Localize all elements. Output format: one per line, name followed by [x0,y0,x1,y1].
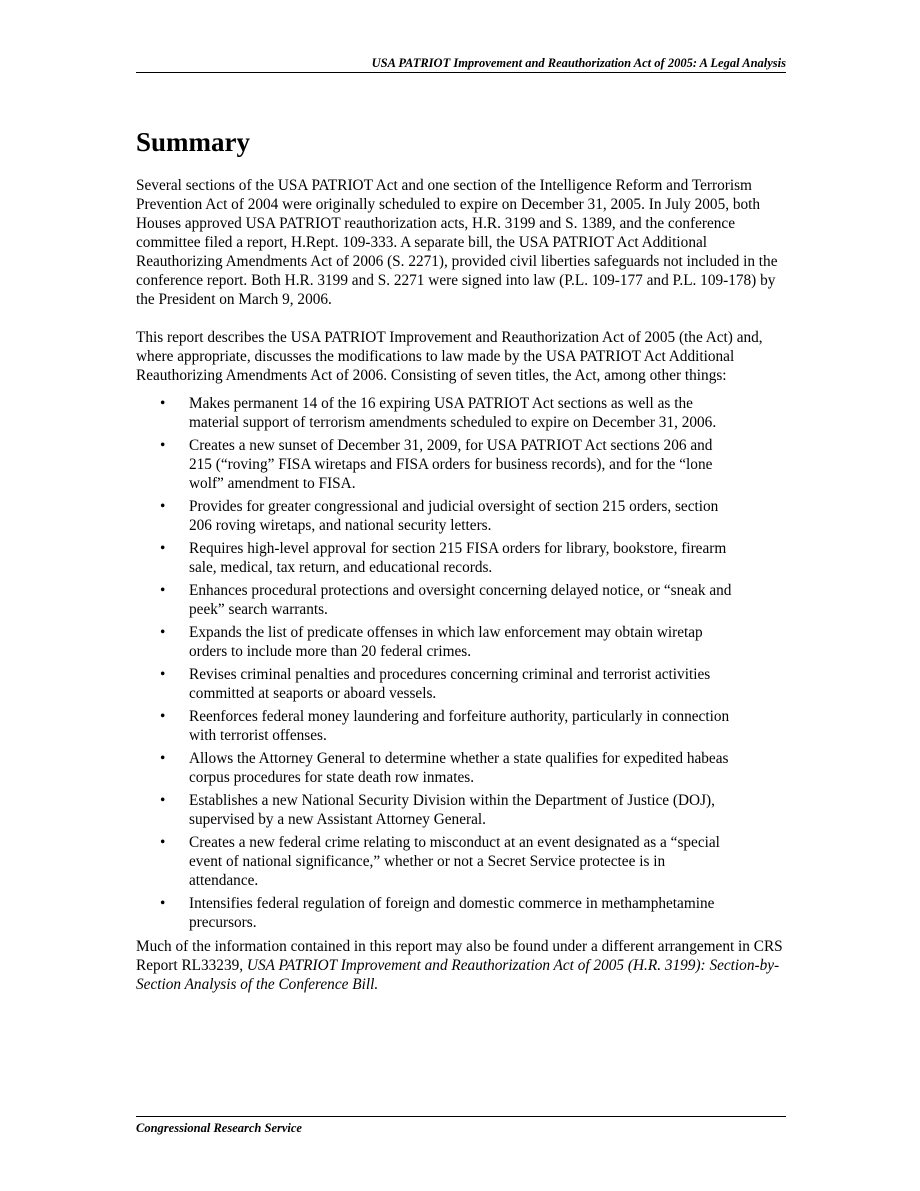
closing-paragraph [136,937,788,994]
list-item [136,436,732,493]
bullet-icon: • [160,708,166,725]
bullet-icon: • [160,792,166,809]
list-item [136,497,732,535]
header-divider [136,72,786,73]
list-item [136,581,732,619]
list-item-text: Reenforces federal money laundering and forfeiture authority, particularly in connection with terrorist offenses. [189,708,730,744]
list-item-text: Creates a new federal crime relating to misconduct at an event designated as a “special event of national significance,” whether or not a Secret Service protectee is in attendance. [189,834,720,889]
bullet-icon: • [160,437,166,454]
list-item [136,665,732,703]
bullet-icon: • [160,834,166,851]
bullet-icon: • [160,395,166,412]
list-item [136,894,732,932]
bullet-icon: • [160,498,166,515]
description-paragraph: This report describes the USA PATRIOT Improvement and Reauthorization Act of 2005 (the Act) and, where appropriate, discusses the modifications to law made by the USA PATRIOT Act Additional Reauthorizing Amendments Act of 2006. Consisting of seven titles, the Act, among other things: [136,329,763,384]
closing-text: Much of the information contained in this report may also be found under a different arrangement in CRS Report RL33239, [136,938,783,974]
summary-body [136,176,788,994]
list-item-text: Allows the Attorney General to determine whether a state qualifies for expedited habeas corpus procedures for state death row inmates. [189,750,729,786]
list-item-text: Makes permanent 14 of the 16 expiring USA PATRIOT Act sections as well as the material support of terrorism amendments scheduled to expire on December 31, 2006. [189,395,717,431]
list-item [136,394,732,432]
referenced-report-title: USA PATRIOT Improvement and Reauthorization Act of 2005 (H.R. 3199): Section-by-Section Analysis of the Conference Bill. [136,957,780,993]
list-item-text: Intensifies federal regulation of foreign and domestic commerce in methamphetamine precursors. [189,895,715,931]
list-item [136,539,732,577]
list-item [136,707,732,745]
list-item-text: Enhances procedural protections and oversight concerning delayed notice, or “sneak and peek” search warrants. [189,582,732,618]
list-item [136,791,732,829]
bullet-icon: • [160,895,166,912]
bullet-icon: • [160,666,166,683]
page-title: Summary [136,127,250,157]
list-item-text: Creates a new sunset of December 31, 2009, for USA PATRIOT Act sections 206 and 215 (“roving” FISA wiretaps and FISA orders for business records), and for the “lone wolf” amendment to FISA. [189,437,713,492]
footer-organization: Congressional Research Service [136,1121,302,1135]
list-item-text: Revises criminal penalties and procedures concerning criminal and terrorist activities committed at seaports or aboard vessels. [189,666,711,702]
bullet-icon: • [160,582,166,599]
bullet-icon: • [160,624,166,641]
running-header: USA PATRIOT Improvement and Reauthorization Act of 2005: A Legal Analysis [371,56,786,70]
bullet-icon: • [160,750,166,767]
list-item [136,833,732,890]
list-item-text: Expands the list of predicate offenses in which law enforcement may obtain wiretap orders to include more than 20 federal crimes. [189,624,703,660]
list-item [136,749,732,787]
list-item [136,623,732,661]
list-item-text: Establishes a new National Security Division within the Department of Justice (DOJ), supervised by a new Assistant Attorney General. [189,792,715,828]
provisions-list [136,394,732,932]
footer-divider [136,1116,786,1117]
list-item-text: Requires high-level approval for section 215 FISA orders for library, bookstore, firearm sale, medical, tax return, and educational records. [189,540,727,576]
intro-paragraph: Several sections of the USA PATRIOT Act and one section of the Intelligence Reform and Terrorism Prevention Act of 2004 were originally scheduled to expire on December 31, 2005. In July 2005, both Houses approved USA PATRIOT reauthorization acts, H.R. 3199 and S. 1389, and the conference committee filed a report, H.Rept. 109-333. A separate bill, the USA PATRIOT Act Additional Reauthorizing Amendments Act of 2006 (S. 2271), provided civil liberties safeguards not included in the conference report. Both H.R. 3199 and S. 2271 were signed into law (P.L. 109-177 and P.L. 109-178) by the President on March 9, 2006. [136,177,778,308]
list-item-text: Provides for greater congressional and judicial oversight of section 215 orders, section 206 roving wiretaps, and national security letters. [189,498,719,534]
bullet-icon: • [160,540,166,557]
